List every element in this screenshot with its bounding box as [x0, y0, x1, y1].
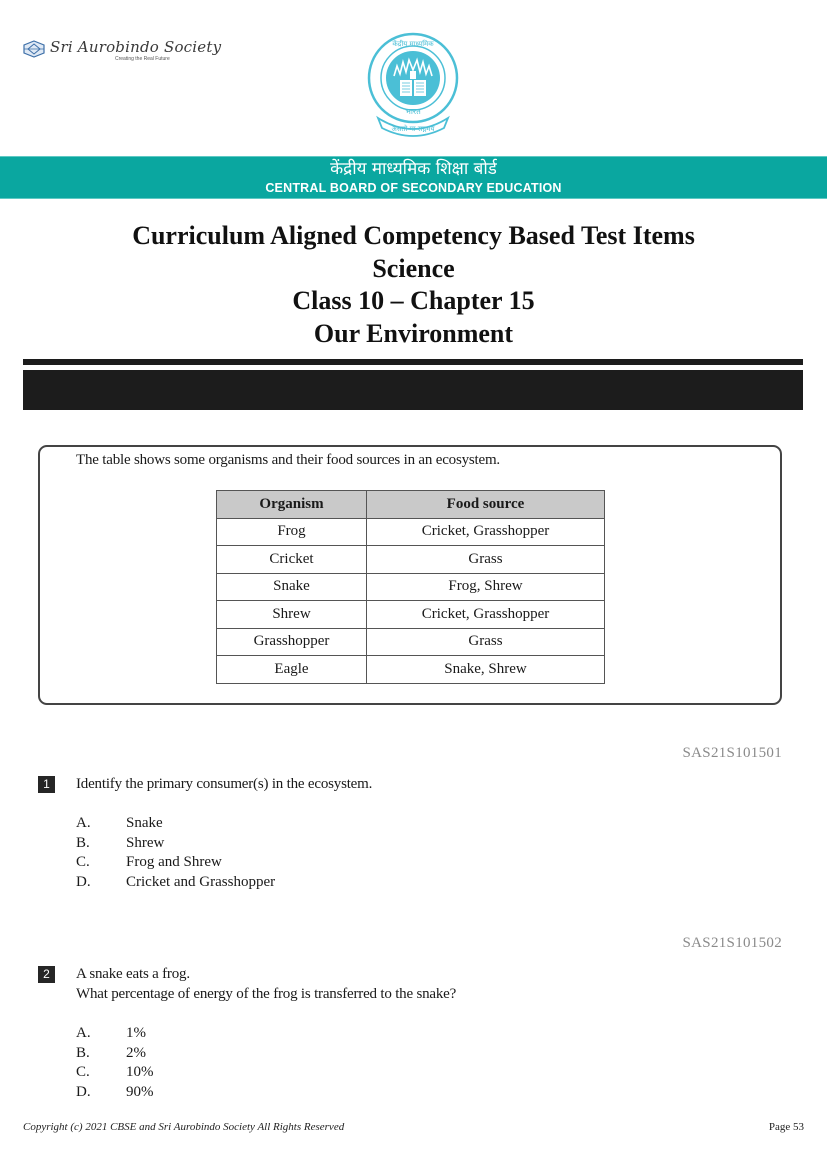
question-number-badge: 1: [38, 776, 55, 793]
organism-cell: Eagle: [217, 656, 367, 684]
table-row: [217, 573, 605, 601]
food-source-cell: Frog, Shrew: [367, 573, 605, 601]
option-d: [76, 873, 275, 893]
question-1-text: [76, 775, 372, 795]
food-source-cell: Snake, Shrew: [367, 656, 605, 684]
cbse-emblem: [364, 32, 462, 140]
cbse-emblem-icon: [364, 32, 462, 140]
divider-thick-bar: [23, 370, 803, 410]
option-text: Frog and Shrew: [126, 854, 222, 871]
banner-english-title: CENTRAL BOARD OF SECONDARY EDUCATION: [265, 181, 562, 195]
option-text: Cricket and Grasshopper: [126, 873, 276, 890]
stimulus-intro: The table shows some organisms and their food sources in an ecosystem.: [76, 452, 500, 468]
food-source-cell: Grass: [367, 628, 605, 656]
title-line-1: Curriculum Aligned Competency Based Test Items: [132, 221, 695, 250]
table-row: [217, 546, 605, 574]
sas-tagline: Creating the Real Future: [115, 56, 170, 62]
cbse-banner: [0, 156, 827, 199]
food-source-cell: Grass: [367, 546, 605, 574]
option-a: [76, 1024, 154, 1044]
food-source-cell: Cricket, Grasshopper: [367, 518, 605, 546]
header-food-source: Food source: [367, 491, 605, 519]
question-line: What percentage of energy of the frog is transferred to the snake?: [76, 985, 457, 1002]
option-letter: D.: [76, 873, 91, 890]
question-number-badge: 2: [38, 966, 55, 983]
option-c: [76, 1063, 154, 1083]
table-row: [217, 518, 605, 546]
option-text: 90%: [126, 1083, 154, 1100]
option-c: [76, 853, 275, 873]
food-source-cell: Cricket, Grasshopper: [367, 601, 605, 629]
organism-food-table: [216, 490, 605, 684]
question-line: A snake eats a frog.: [76, 966, 190, 982]
option-b: [76, 1044, 154, 1064]
title-chapter-name: Our Environment: [313, 318, 514, 348]
question-line: Identify the primary consumer(s) in the ecosystem.: [76, 776, 373, 792]
question-1-options: [76, 814, 275, 892]
table-header-row: [217, 491, 605, 519]
option-letter: C.: [76, 854, 90, 871]
option-b: [76, 834, 275, 854]
option-text: 10%: [126, 1064, 154, 1081]
sas-emblem-icon: [22, 40, 46, 58]
option-d: [76, 1083, 154, 1103]
option-text: 2%: [126, 1044, 146, 1061]
organism-cell: Snake: [217, 573, 367, 601]
footer-copyright: Copyright (c) 2021 CBSE and Sri Aurobindo Society All Rights Reserved: [23, 1121, 345, 1133]
option-text: Shrew: [126, 834, 165, 851]
sas-logo: [22, 38, 222, 68]
organism-cell: Cricket: [217, 546, 367, 574]
svg-text:असतो मा सद्गमय: असतो मा सद्गमय: [391, 125, 435, 133]
organism-cell: Grasshopper: [217, 628, 367, 656]
option-letter: A.: [76, 1025, 91, 1041]
title-class-chapter: Class 10 – Chapter 15: [292, 286, 535, 315]
item-code-q1: SAS21S101501: [682, 745, 782, 761]
header-organism: Organism: [217, 491, 367, 519]
option-letter: C.: [76, 1064, 90, 1081]
option-a: [76, 814, 275, 834]
svg-text:भारत: भारत: [405, 107, 421, 116]
sas-name: Sri Aurobindo Society: [50, 38, 222, 56]
table-row: [217, 656, 605, 684]
option-letter: B.: [76, 1044, 90, 1061]
document-title: [0, 220, 827, 350]
svg-text:केंद्रीय माध्यमिक: केंद्रीय माध्यमिक: [392, 40, 434, 48]
title-subject: Science: [372, 253, 455, 283]
option-letter: B.: [76, 834, 90, 851]
option-text: Snake: [126, 815, 163, 831]
option-text: 1%: [126, 1025, 146, 1041]
item-code-q2: SAS21S101502: [682, 935, 782, 951]
question-2-options: [76, 1024, 154, 1102]
footer-page-number: Page 53: [768, 1121, 804, 1133]
banner-hindi-title: केंद्रीय माध्यमिक शिक्षा बोर्ड: [330, 159, 497, 179]
organism-cell: Shrew: [217, 601, 367, 629]
table-row: [217, 601, 605, 629]
option-letter: A.: [76, 815, 91, 831]
divider-thin: [23, 359, 803, 365]
question-2-text: [76, 965, 456, 1004]
table-row: [217, 628, 605, 656]
option-letter: D.: [76, 1083, 91, 1100]
organism-cell: Frog: [217, 518, 367, 546]
